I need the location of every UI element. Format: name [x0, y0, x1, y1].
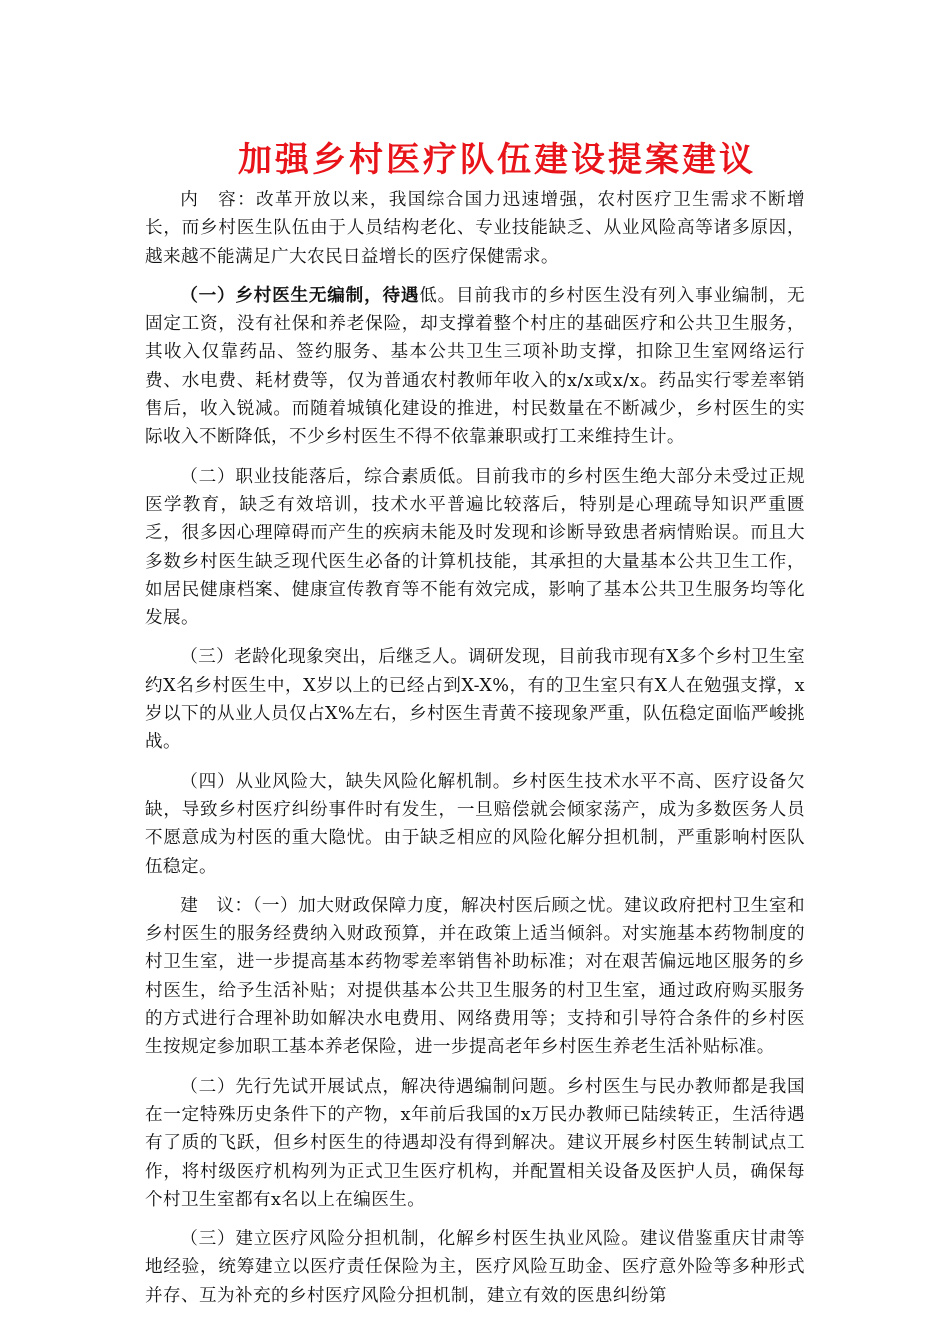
problem-heading-1: （一）乡村医生无编制，待遇: [180, 284, 420, 306]
suggestion-label: 建 议：: [180, 895, 253, 916]
document-body: [145, 186, 805, 1321]
suggestion-paragraph-1: [145, 892, 805, 1062]
suggestion-text-1: （一）加大财政保障力度，解决村医后顾之忧。建议政府把村卫生室和乡村医生的服务经费纳入财政预算，并在政策上适当倾斜。对实施基本药物制度的村卫生室，进一步提高基本药物零差率销售补助标准；对在艰苦偏远地区服务的乡村医生，给予生活补贴；对提供基本公共卫生服务的村卫生室，通过政府购买服务的方式进行合理补助如解决水电费用、网络费用等；支持和引导符合条件的乡村医生按规定参加职工基本养老保险，进一步提高老年乡村医生养老生活补贴标准。: [145, 895, 805, 1058]
document-title: 加强乡村医疗队伍建设提案建议: [238, 140, 756, 180]
problem-paragraph-3: [145, 643, 805, 756]
problem-text-3: （三）老龄化现象突出，后继乏人。调研发现，目前我市现有X多个乡村卫生室约X名乡村医生中，X岁以上的已经占到X-X%，有的卫生室只有X人在勉强支撑，x岁以下的从业人员仅占X%左右，乡村医生青黄不接现象严重，队伍稳定面临严峻挑战。: [145, 647, 805, 753]
problem-paragraph-1: [145, 282, 805, 452]
intro-text: 改革开放以来，我国综合国力迅速增强，农村医疗卫生需求不断增长，而乡村医生队伍由于人员结构老化、专业技能缺乏、从业风险高等诸多原因，越来越不能满足广大农民日益增长的医疗保健需求。: [145, 190, 805, 267]
problem-text-2: （二）职业技能落后，综合素质低。目前我市的乡村医生绝大部分未受过正规医学教育，缺乏有效培训，技术水平普遍比较落后，特别是心理疏导知识严重匮乏，很多因心理障碍而产生的疾病未能及时发现和诊断导致患者病情贻误。而且大多数乡村医生缺乏现代医生必备的计算机技能，其承担的大量基本公共卫生工作，如居民健康档案、健康宣传教育等不能有效完成，影响了基本公共卫生服务均等化发展。: [145, 466, 805, 629]
suggestion-paragraph-2: [145, 1073, 805, 1214]
suggestion-paragraph-3: [145, 1225, 805, 1310]
problem-paragraph-4: [145, 768, 805, 881]
intro-label: 内 容：: [180, 190, 257, 210]
problem-text-4: （四）从业风险大，缺失风险化解机制。乡村医生技术水平不高、医疗设备欠缺，导致乡村医疗纠纷事件时有发生，一旦赔偿就会倾家荡产，成为多数医务人员不愿意成为村医的重大隐忧。由于缺乏相应的风险化解分担机制，严重影响村医队伍稳定。: [145, 771, 805, 877]
suggestion-text-3: （三）建立医疗风险分担机制，化解乡村医生执业风险。建议借鉴重庆甘肃等地经验，统筹建立以医疗责任保险为主，医疗风险互助金、医疗意外险等多种形式并存、互为补充的乡村医疗风险分担机制，建立有效的医患纠纷第: [145, 1229, 805, 1306]
problem-text-1: 低。目前我市的乡村医生没有列入事业编制，无固定工资，没有社保和养老保险，却支撑着整个村庄的基础医疗和公共卫生服务，其收入仅靠药品、签约服务、基本公共卫生三项补助支撑，扣除卫生室网络运行费、水电费、耗材费等，仅为普通农村教师年收入的x/x或x/x。药品实行零差率销售后，收入锐减。而随着城镇化建设的推进，村民数量在不断减少，乡村医生的实际收入不断降低，不少乡村医生不得不依靠兼职或打工来维持生计。: [145, 285, 806, 448]
suggestion-text-2: （二）先行先试开展试点，解决待遇编制问题。乡村医生与民办教师都是我国在一定特殊历史条件下的产物，x年前后我国的x万民办教师已陆续转正，生活待遇有了质的飞跃，但乡村医生的待遇却没有得到解决。建议开展乡村医生转制试点工作，将村级医疗机构列为正式卫生医疗机构，并配置相关设备及医护人员，确保每个村卫生室都有x名以上在编医生。: [145, 1076, 805, 1210]
intro-paragraph: [145, 186, 805, 271]
problem-paragraph-2: [145, 463, 805, 633]
